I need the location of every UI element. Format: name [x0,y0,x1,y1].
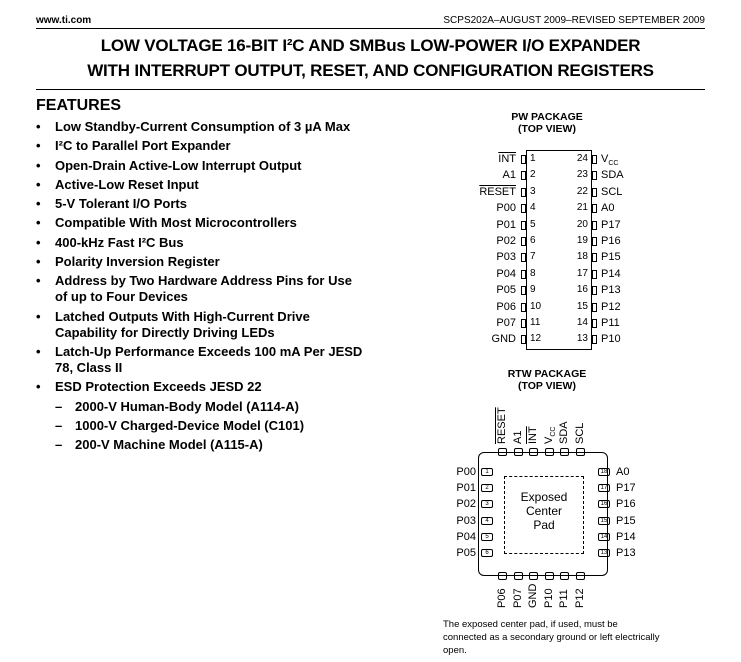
pw-pin-right [592,221,597,230]
rtw-pin-top [560,448,569,456]
pw-pin-label-right: P10 [601,333,621,346]
rtw-pin-label-left: P05 [456,547,476,559]
feature-item: • Active-Low Reset Input [36,177,366,193]
pw-pin-label-left: RESET [479,185,516,198]
feature-item: • 400-kHz Fast I²C Bus [36,235,366,251]
rtw-pin-right: 13 [598,549,610,557]
rtw-pin-label-left: P00 [456,466,476,478]
pw-pin-right [592,319,597,328]
pw-pin-left [521,253,526,262]
rtw-title-line-1: RTW PACKAGE [507,368,587,380]
feature-item: • Open-Drain Active-Low Interrupt Output [36,158,366,174]
rtw-pin-label-right: P14 [616,530,636,543]
rtw-pin-label-left: P04 [456,530,476,543]
pw-pin-number-left: 1 [530,153,536,164]
pw-pin-label-left: P06 [496,300,516,313]
pw-pin-number-left: 5 [530,218,536,230]
pw-pin-label-right: SDA [601,169,624,182]
pw-pin-right [592,188,597,197]
pw-pin-number-left: 12 [530,333,542,345]
rtw-pin-top [498,448,507,456]
pw-title-line-1: PW PACKAGE [511,111,583,123]
pw-pin-number-right: 14 [576,317,588,328]
pw-title-line-2: (TOP VIEW) [518,123,576,135]
rtw-pin-left: 2 [481,484,493,492]
pw-pin-label-right: A0 [601,202,615,215]
rtw-pin-label-top: RESET [496,407,508,444]
rtw-pin-label-top: $V_{CC}$ [542,426,557,444]
pw-pin-right [592,237,597,246]
pw-pin-left [521,221,526,230]
feature-item: • ESD Protection Exceeds JESD 22 [36,379,366,395]
feature-item: • Latched Outputs With High-Current Drive Capability for Directly Driving LEDs [36,309,366,341]
feature-subitem: – 200-V Machine Model (A115-A) [36,437,366,453]
rtw-pin-label-left: P03 [456,514,476,527]
pw-pin-number-right: 20 [576,218,588,230]
rtw-pad-label-line: Exposed [520,490,568,504]
pw-package-title [478,111,616,135]
header-rule [36,28,705,29]
rtw-pin-left: 1 [481,468,493,476]
title-line-1: LOW VOLTAGE 16-BIT I²C AND SMBus LOW-POWER I/O EXPANDER [100,36,641,55]
rtw-pin-bottom [514,572,523,580]
pw-pin-number-right: 18 [576,251,588,263]
pw-pin-left [521,286,526,295]
feature-item: • Compatible With Most Microcontrollers [36,215,366,231]
pw-pin-number-right: 21 [576,202,588,214]
pw-pin-number-right: 24 [576,153,588,164]
pw-pin-label-right: P13 [601,284,621,297]
pw-pin-label-left: P04 [496,267,516,280]
pw-pin-label-left: A1 [502,169,516,182]
rtw-pin-bottom [545,572,554,580]
pw-pin-right [592,303,597,312]
pw-pin-number-left: 9 [530,284,536,296]
pw-package-diagram [430,148,680,352]
rtw-pin-top [545,448,554,456]
pw-pin-number-right: 16 [576,284,588,296]
pw-pin-number-left: 7 [530,251,536,263]
rtw-pin-label-bottom: P06 [496,588,508,608]
feature-item: • Polarity Inversion Register [36,254,366,270]
pw-pin-number-right: 19 [576,235,588,246]
exposed-pad-note: The exposed center pad, if used, must be connected as a secondary ground or left electrically open. [443,619,660,656]
rtw-pin-right: 16 [598,500,610,508]
rtw-pin-bottom [498,572,507,580]
rtw-pin-right: 14 [598,533,610,541]
rtw-pin-label-left: P01 [456,482,476,495]
feature-item: • Address by Two Hardware Address Pins for Use of up to Four Devices [36,273,366,305]
pw-pin-label-left: P05 [496,284,516,297]
pw-pin-left [521,335,526,344]
pw-pin-right [592,253,597,262]
pw-pin-number-left: 3 [530,185,536,197]
features-list [36,119,366,456]
pw-pin-label-right: P11 [601,317,620,329]
rtw-pin-label-bottom: GND [527,583,540,608]
rtw-pin-label-left: P02 [456,498,476,511]
rtw-pin-bottom [560,572,569,580]
rtw-pad-label [504,490,584,532]
rtw-pin-bottom [576,572,585,580]
pw-pin-label-left: P07 [496,317,516,329]
pw-pin-right [592,171,597,180]
pw-pin-right [592,286,597,295]
site-url: www.ti.com [36,15,92,26]
pw-pin-number-left: 10 [530,300,542,312]
rtw-pin-left: 5 [481,533,493,541]
rtw-pin-label-right: P13 [616,547,636,559]
pw-pin-label-right: P17 [601,218,621,231]
pw-pin-right [592,335,597,344]
rtw-pin-label-top: SCL [574,422,586,444]
rtw-pin-label-right: A0 [616,466,630,478]
pw-pin-label-right: P12 [601,300,621,313]
rtw-pin-label-top: A1 [511,430,524,444]
rtw-pin-label-bottom: P11 [558,589,571,608]
rtw-pin-left: 3 [481,500,493,508]
rtw-package-diagram [440,396,680,612]
pw-pin-label-right: $V_{CC}$ [601,153,619,168]
rtw-pin-label-bottom: P12 [574,588,586,608]
rtw-pin-left: 4 [481,517,493,525]
pw-pin-left [521,188,526,197]
pw-pin-number-right: 17 [576,267,588,279]
rtw-pin-top [529,448,538,456]
pw-pin-label-right: SCL [601,185,623,198]
pw-pin-left [521,303,526,312]
feature-item: • 5-V Tolerant I/O Ports [36,196,366,212]
title-rule [36,89,705,90]
rtw-pin-label-bottom: P07 [511,588,524,608]
rtw-pin-label-top: $\overline{INT}$ [527,426,540,444]
rtw-pin-right: 15 [598,517,610,525]
pw-pin-left [521,204,526,213]
pw-pin-left [521,237,526,246]
pw-pin-number-right: 23 [576,169,588,181]
pw-pin-number-right: 22 [576,185,588,197]
rtw-pin-left: 6 [481,549,493,557]
rtw-pin-label-right: P17 [616,482,636,495]
pw-pin-number-left: 8 [530,267,536,279]
rtw-pin-right: 18 [598,468,610,476]
pw-pin-label-right: P14 [601,267,621,280]
title-line-2: WITH INTERRUPT OUTPUT, RESET, AND CONFIGURATION REGISTERS [87,61,654,80]
pw-pin-number-right: 15 [576,300,588,312]
pw-pin-label-left: P01 [496,218,516,231]
rtw-pin-bottom [529,572,538,580]
pw-pin-number-left: 4 [530,202,536,214]
pw-pin-number-left: 2 [530,169,536,181]
pw-pin-label-left: GND [491,333,516,346]
document-id: SCPS202A–AUGUST 2009–REVISED SEPTEMBER 2009 [443,15,705,26]
pw-pin-left [521,270,526,279]
feature-item: • Low Standby-Current Consumption of 3 µA Max [36,119,366,135]
pw-pin-number-right: 13 [576,333,588,345]
feature-item: • I²C to Parallel Port Expander [36,138,366,154]
pw-pin-right [592,270,597,279]
pw-pin-label-right: P15 [601,251,621,264]
feature-subitem: – 1000-V Charged-Device Model (C101) [36,418,366,434]
pw-pin-right [592,204,597,213]
rtw-pin-right: 17 [598,484,610,492]
feature-subitem: – 2000-V Human-Body Model (A114-A) [36,399,366,415]
pw-pin-label-left: $\overline{INT}$ [498,153,516,165]
rtw-pin-top [576,448,585,456]
pw-pin-number-left: 6 [530,235,536,246]
pw-pin-left [521,319,526,328]
rtw-pad-label-line: Center [525,504,563,518]
pw-pin-label-left: P03 [496,251,516,264]
pw-pin-label-right: P16 [601,235,621,247]
pw-pin-number-left: 11 [530,317,541,328]
pw-pin-right [592,155,597,164]
rtw-pad-label-line: Pad [533,518,555,532]
features-heading: FEATURES [36,97,122,114]
rtw-pin-label-top: SDA [558,421,571,444]
pw-pin-label-left: P02 [496,235,516,247]
rtw-pin-top [514,448,523,456]
rtw-package-title [476,368,618,392]
rtw-pin-label-bottom: P10 [542,588,555,608]
rtw-title-line-2: (TOP VIEW) [518,380,576,392]
pw-pin-label-left: P00 [496,202,516,215]
pw-pin-left [521,171,526,180]
rtw-pin-label-right: P15 [616,514,636,527]
feature-item: • Latch-Up Performance Exceeds 100 mA Per JESD 78, Class II [36,344,366,376]
rtw-pin-label-right: P16 [616,498,636,511]
pw-pin-left [521,155,526,164]
